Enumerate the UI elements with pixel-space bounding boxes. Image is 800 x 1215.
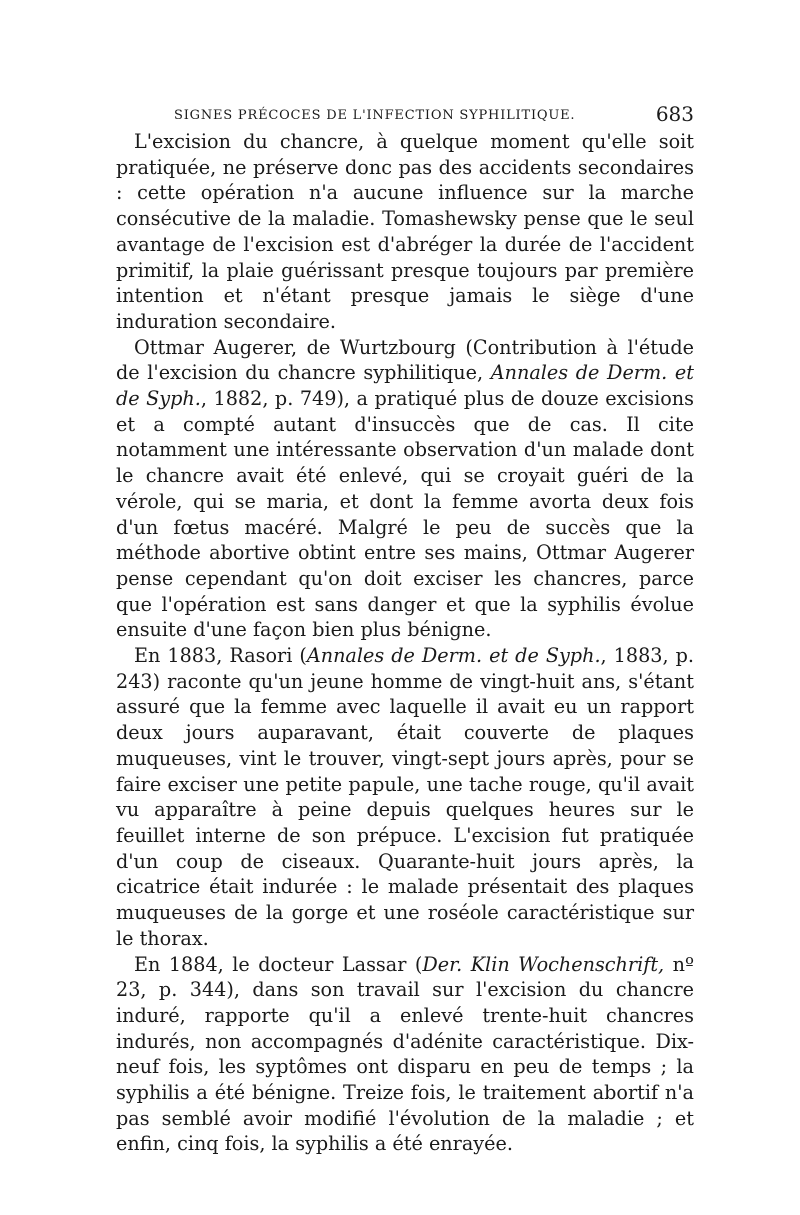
paragraph-text: En 1883, Rasori ( [134,644,307,668]
citation-title: Annales de Derm. et de Syph. [306,644,601,668]
paragraph-text: , 1883, p. 243) raconte qu'un jeune homme de vingt-huit ans, s'étant assuré que la femme avec laquelle il avait eu un rapport deux jours auparavant, était couverte de plaques muqueuses, vint le trouver, vingt-sept jours après, pour se faire exciser une petite papule, une tache rouge, qu'il avait vu apparaître à peine depuis quelques heures sur le feuillet interne de son prépuce. L'excision fut pratiquée d'un coup de ciseaux. Quarante-huit jours après, la cicatrice était indurée : le malade présentait des plaques muqueuses de la gorge et une roséole caractéristique sur le thorax. [116,644,694,950]
citation-title: Der. Klin Wochenschrift, [422,952,665,976]
page-number: 683 [655,102,694,126]
paragraph-text: Ottmar Augerer, de Wurtzbourg (Contribution à l'étude de l'excision du chancre syphilitique, [116,335,694,385]
body-text [116,129,694,1157]
paragraph-text: En 1884, le docteur Lassar ( [134,952,423,976]
paragraph-text: nº 23, p. 344), dans son travail sur l'excision du chancre induré, rapporte qu'il a enlevé trente-huit chancres indurés, non accompagnés d'adénite caractéristique. Dix-neuf fois, les syptômes ont disparu en peu de temps ; la syphilis a été bénigne. Treize fois, le traitement abortif n'a pas semblé avoir modifié l'évolution de la maladie ; et enfin, cinq fois, la syphilis a été enrayée. [116,952,695,1156]
paragraph-text: , 1882, p. 749), a pratiqué plus de douze excisions et a compté autant d'insuccès que de cas. Il cite notamment une intéressante observation d'un malade dont le chancre avait été enlevé, qui se croyait guéri de la vérole, qui se maria, et dont la femme avorta deux fois d'un fœtus macéré. Malgré le peu de succès que la méthode abortive obtint entre ses mains, Ottmar Augerer pense cependant qu'on doit exciser les chancres, parce que l'opération est sans danger et que la syphilis évolue ensuite d'une façon bien plus bénigne. [116,387,694,642]
citation-title: Annales de Derm. et de Syph. [116,361,694,411]
page-header [116,100,696,130]
paragraph-text: L'excision du chancre, à quelque moment qu'elle soit pratiquée, ne préserve donc pas des accidents secondaires : cette opération n'a aucune influence sur la marche consécutive de la maladie. Tomashewsky pense que le seul avantage de l'excision est d'abréger la durée de l'accident primitif, la plaie guérissant presque toujours par première intention et n'étant presque jamais le siège d'une induration secondaire. [116,130,694,333]
paragraph-augerer [116,335,694,643]
running-head: SIGNES PRÉCOCES DE L'INFECTION SYPHILITIQUE. [174,108,576,123]
paragraph-excision-summary [116,129,694,335]
paragraph-rasori [116,643,694,951]
paragraph-lassar [116,952,694,1158]
book-page [116,0,696,1215]
